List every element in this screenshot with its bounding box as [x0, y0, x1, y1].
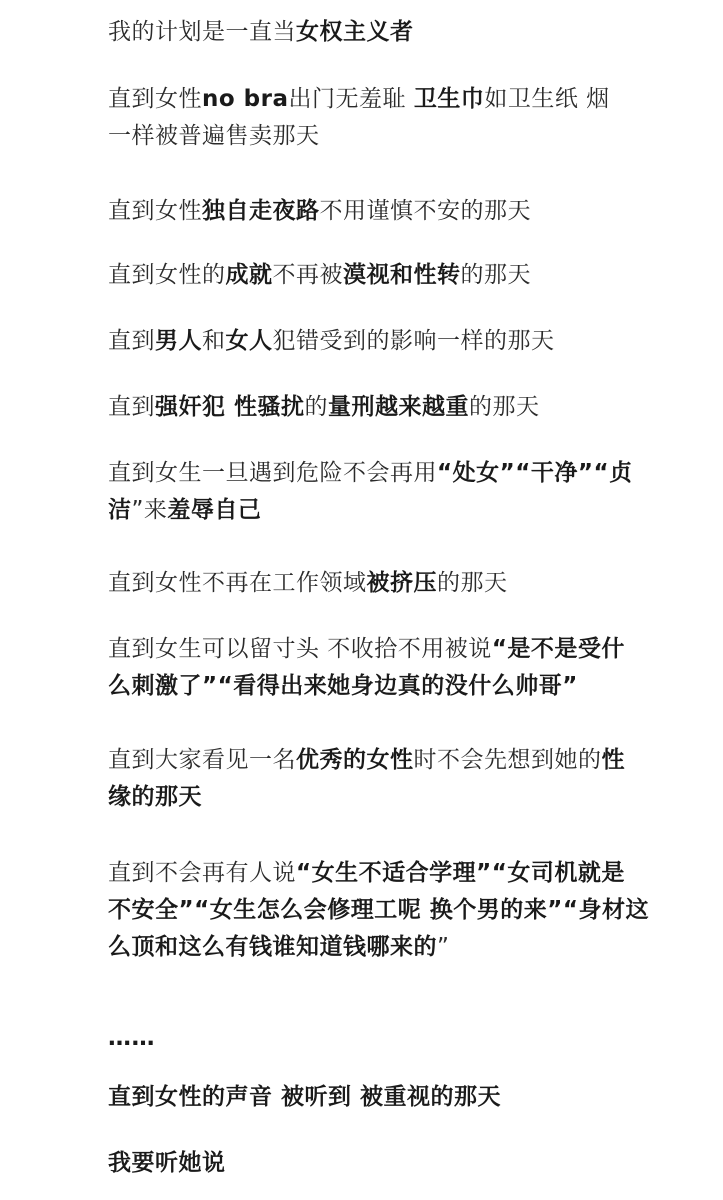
text-line: [108, 492, 633, 529]
bold-text: 我要听她说: [108, 1150, 226, 1176]
paragraph: [108, 257, 531, 294]
bold-text: 羞辱自己: [167, 497, 262, 523]
regular-text: 直到女性不再在工作领域: [108, 570, 367, 596]
paragraph-text: [108, 1079, 501, 1116]
text-line: [108, 389, 540, 426]
text-line: [108, 779, 625, 816]
text-line: [108, 631, 625, 668]
paragraph-text: [108, 1145, 226, 1182]
regular-text: 一样被普遍售卖那天: [108, 123, 320, 149]
paragraph: [108, 855, 649, 966]
text-line: [108, 668, 625, 705]
paragraph: [108, 631, 625, 705]
text-line: [108, 14, 414, 51]
paragraph-text: [108, 389, 540, 426]
bold-text: 漠视和性转: [343, 262, 461, 288]
paragraph: [108, 389, 540, 426]
regular-text: 的那天: [437, 570, 508, 596]
paragraph-text: [108, 1020, 155, 1057]
paragraph-text: [108, 631, 625, 705]
paragraph-text: [108, 565, 508, 602]
bold-text: 优秀的女性: [296, 747, 414, 773]
regular-text: 如卫生纸 烟: [484, 86, 610, 112]
regular-text: 出门无羞耻: [288, 86, 414, 112]
text-line: [108, 855, 649, 892]
text-line: [108, 193, 531, 230]
bold-text: “女生不适合学理”“女司机就是: [296, 860, 625, 886]
bold-text: “是不是受什: [491, 636, 625, 662]
text-line: [108, 565, 508, 602]
paragraph-text: [108, 855, 649, 966]
paragraph: [108, 742, 625, 816]
bold-text: 独自走夜路: [202, 198, 320, 224]
bold-text: 么刺激了”“看得出来她身边真的没什么帅哥”: [108, 673, 578, 699]
bold-text: 成就: [225, 262, 273, 288]
bold-text: no bra: [202, 86, 289, 112]
paragraph-text: [108, 455, 633, 529]
regular-text: 的那天: [469, 394, 540, 420]
paragraph: [108, 193, 531, 230]
bold-text: 女人: [225, 328, 273, 354]
regular-text: 直到女性: [108, 86, 202, 112]
paragraph-text: [108, 193, 531, 230]
bold-text: 直到女性的声音 被听到 被重视的那天: [108, 1084, 502, 1110]
paragraph: [108, 323, 555, 360]
bold-text: 卫生巾: [413, 86, 485, 112]
paragraph: [108, 14, 414, 51]
regular-text: 和: [202, 328, 226, 354]
text-line: [108, 929, 649, 966]
bold-text: 性: [601, 747, 625, 773]
paragraph: [108, 455, 633, 529]
paragraph: [108, 1079, 501, 1116]
bold-text: 被挤压: [366, 570, 437, 596]
text-line: [108, 1145, 226, 1182]
regular-text: ”: [437, 934, 450, 960]
bold-text: “处女”“干净”“贞: [437, 460, 633, 486]
text-line: [108, 1079, 501, 1116]
regular-text: 时不会先想到她的: [413, 747, 602, 773]
paragraph-text: [108, 742, 625, 816]
regular-text: 不用谨慎不安的那天: [319, 198, 531, 224]
paragraph-text: [108, 14, 414, 51]
regular-text: 直到大家看见一名: [108, 747, 296, 773]
bold-text: 不安全”“女生怎么会修理工呢 换个男的来”“身材这: [108, 897, 649, 923]
text-line: [108, 1020, 155, 1057]
bold-text: ……: [108, 1025, 155, 1051]
regular-text: 犯错受到的影响一样的那天: [272, 328, 555, 354]
paragraph-text: [108, 257, 531, 294]
paragraph-text: [108, 323, 555, 360]
bold-text: 量刑越来越重: [328, 394, 470, 420]
text-line: [108, 742, 625, 779]
regular-text: 直到女生一旦遇到危险不会再用: [108, 460, 437, 486]
regular-text: 直到: [108, 328, 155, 354]
regular-text: 直到女性: [108, 198, 202, 224]
bold-text: 强奸犯 性骚扰: [155, 394, 305, 420]
regular-text: 直到女生可以留寸头 不收拾不用被说: [108, 636, 492, 662]
text-line: [108, 323, 555, 360]
bold-text: 缘的那天: [108, 784, 202, 810]
paragraph: [108, 1145, 226, 1182]
regular-text: 直到: [108, 394, 155, 420]
regular-text: 我的计划是一直当: [108, 19, 296, 45]
text-line: [108, 892, 649, 929]
regular-text: 直到女性的: [108, 262, 226, 288]
bold-text: 男人: [155, 328, 202, 354]
text-line: [108, 257, 531, 294]
regular-text: ”来: [131, 497, 168, 523]
paragraph: [108, 81, 610, 155]
paragraph: [108, 565, 508, 602]
bold-text: 女权主义者: [296, 19, 414, 45]
regular-text: 直到不会再有人说: [108, 860, 296, 886]
paragraph-text: [108, 81, 610, 155]
text-line: [108, 118, 610, 155]
regular-text: 的那天: [460, 262, 531, 288]
regular-text: 不再被: [272, 262, 343, 288]
text-line: [108, 81, 610, 118]
bold-text: 么顶和这么有钱谁知道钱哪来的: [108, 934, 437, 960]
bold-text: 洁: [108, 497, 132, 523]
text-line: [108, 455, 633, 492]
regular-text: 的: [304, 394, 329, 420]
paragraph: [108, 1020, 155, 1057]
